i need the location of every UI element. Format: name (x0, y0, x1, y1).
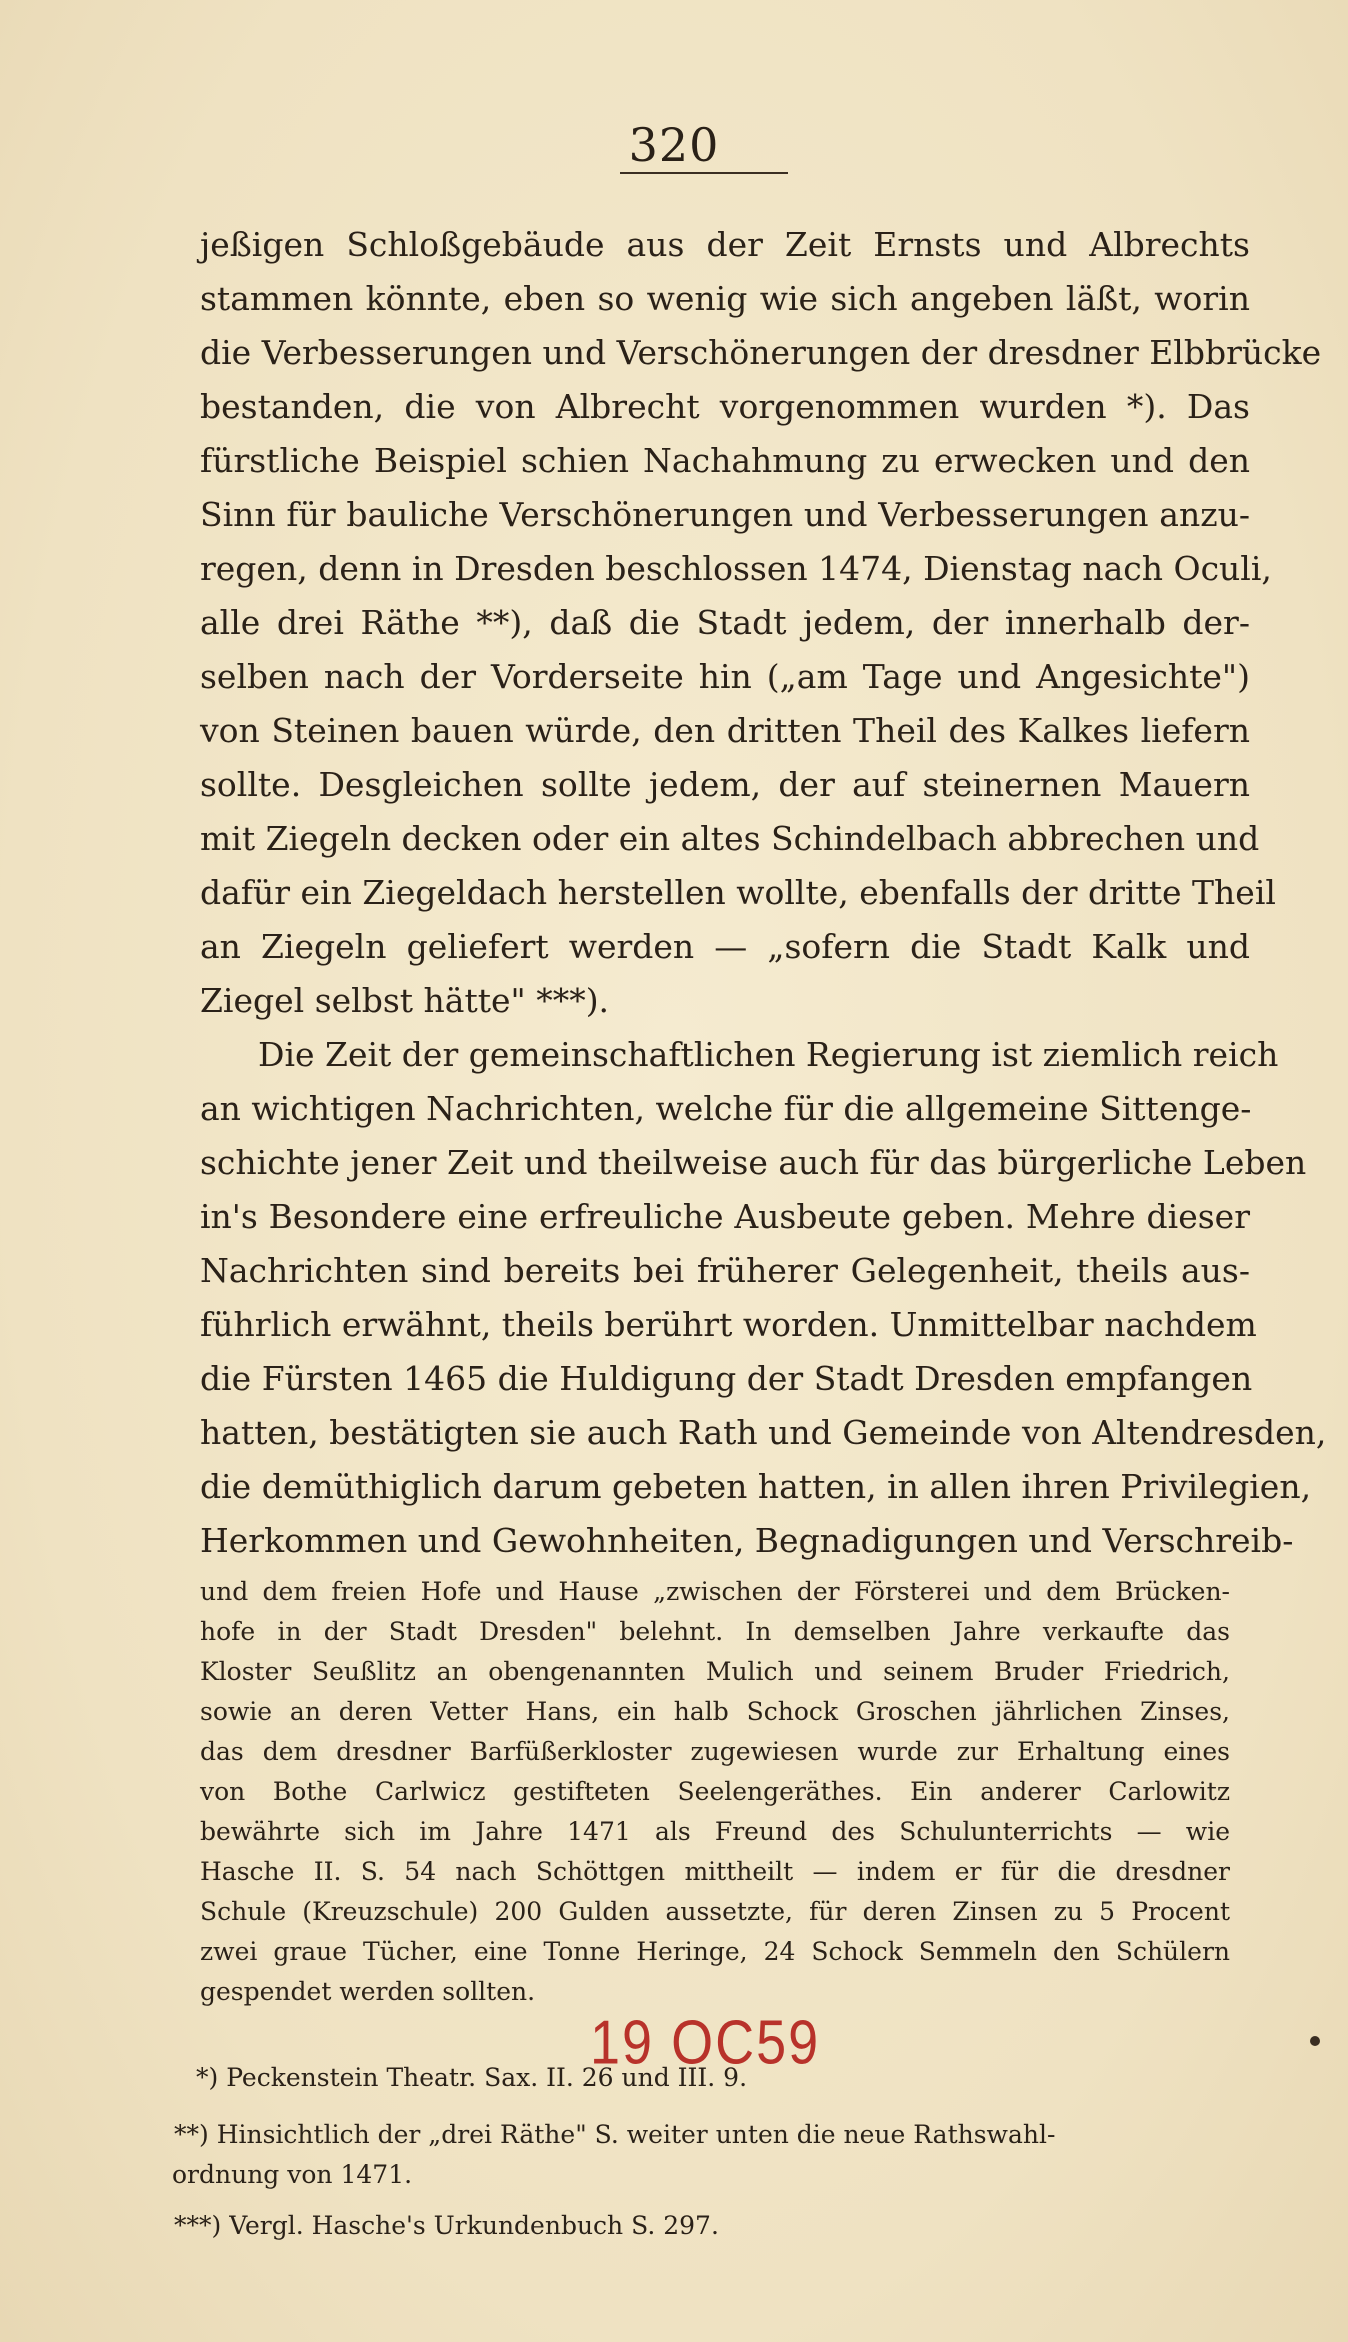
footnote-3 (174, 2206, 719, 2246)
body-line: jeßigen Schloßgebäude aus der Zeit Ernsts und Albrechts (200, 225, 1250, 264)
library-stamp: 19 OC59 (590, 2008, 821, 2078)
body-line: führlich erwähnt, theils berührt worden. Unmittelbar nachdem (200, 1305, 1257, 1344)
body-line: Herkommen und Gewohnheiten, Begnadigungen und Verschreib- (200, 1521, 1294, 1560)
body-line: in's Besondere eine erfreuliche Ausbeute geben. Mehre dieser (200, 1197, 1250, 1236)
body-line: sollte. Desgleichen sollte jedem, der auf steinernen Mauern (200, 765, 1250, 804)
body-line: fürstliche Beispiel schien Nachahmung zu erwecken und den (200, 441, 1250, 480)
body-line: an wichtigen Nachrichten, welche für die allgemeine Sittenge- (200, 1089, 1252, 1128)
body-line: schichte jener Zeit und theilweise auch für das bürgerliche Leben (200, 1143, 1307, 1182)
footnote-line: von Bothe Carlwicz gestifteten Seelengeräthes. Ein anderer Carlowitz (200, 1777, 1230, 1806)
footnote-line: das dem dresdner Barfüßerkloster zugewiesen wurde zur Erhaltung eines (200, 1737, 1230, 1766)
footnote-2 (174, 2115, 1055, 2195)
footnote-line: gespendet werden sollten. (200, 1977, 536, 2006)
footnote-line: Hasche II. S. 54 nach Schöttgen mittheilt — indem er für die dresdner (200, 1857, 1230, 1886)
footnote-line: bewährte sich im Jahre 1471 als Freund des Schulunterrichts — wie (200, 1817, 1230, 1846)
body-line: die demüthiglich darum gebeten hatten, in allen ihren Privilegien, (200, 1467, 1312, 1506)
footnote-line: Schule (Kreuzschule) 200 Gulden aussetzte, für deren Zinsen zu 5 Procent (200, 1897, 1230, 1926)
body-line: bestanden, die von Albrecht vorgenommen wurden *). Das (200, 387, 1250, 426)
body-line: an Ziegeln geliefert werden — „sofern die Stadt Kalk und (200, 927, 1250, 966)
body-line: von Steinen bauen würde, den dritten Theil des Kalkes liefern (200, 711, 1250, 750)
body-line: Ziegel selbst hätte" ***). (200, 981, 610, 1020)
body-line: mit Ziegeln decken oder ein altes Schindelbach abbrechen und (200, 819, 1260, 858)
body-line: Sinn für bauliche Verschönerungen und Verbesserungen anzu- (200, 495, 1250, 534)
footnote-1 (196, 2058, 747, 2098)
body-line: regen, denn in Dresden beschlossen 1474, Dienstag nach Oculi, (200, 549, 1272, 588)
body-line: Nachrichten sind bereits bei früherer Gelegenheit, theils aus- (200, 1251, 1250, 1290)
main-text (200, 218, 1327, 1568)
body-line: die Fürsten 1465 die Huldigung der Stadt Dresden empfangen (200, 1359, 1253, 1398)
page-number-rule (620, 172, 788, 174)
footnote-2-line-2: ordnung von 1471. (172, 2160, 413, 2189)
footnote-line: hofe in der Stadt Dresden" belehnt. In demselben Jahre verkaufte das (200, 1617, 1230, 1646)
footnote-continuation (200, 1572, 1230, 2012)
footnote-line: und dem freien Hofe und Hause „zwischen der Försterei und dem Brücken- (200, 1577, 1230, 1606)
body-line: dafür ein Ziegeldach herstellen wollte, ebenfalls der dritte Theil (200, 873, 1276, 912)
body-line: die Verbesserungen und Verschönerungen der dresdner Elbbrücke (200, 333, 1322, 372)
body-line: stammen könnte, eben so wenig wie sich angeben läßt, worin (200, 279, 1250, 318)
footnote-1-text: *) Peckenstein Theatr. Sax. II. 26 und III. 9. (196, 2063, 748, 2092)
footnote-line: Kloster Seußlitz an obengenannten Mulich und seinem Bruder Friedrich, (200, 1657, 1230, 1686)
page-number: 320 (628, 118, 720, 172)
body-line: alle drei Räthe **), daß die Stadt jedem, der innerhalb der- (200, 603, 1250, 642)
ink-dot (1310, 2036, 1320, 2046)
footnote-3-text: ***) Vergl. Hasche's Urkundenbuch S. 297. (174, 2211, 719, 2240)
body-line: selben nach der Vorderseite hin („am Tage und Angesichte") (200, 657, 1250, 696)
footnote-line: sowie an deren Vetter Hans, ein halb Schock Groschen jährlichen Zinses, (200, 1697, 1230, 1726)
footnote-2-line-1: **) Hinsichtlich der „drei Räthe" S. weiter unten die neue Rathswahl- (174, 2120, 1056, 2149)
footnote-line: zwei graue Tücher, eine Tonne Heringe, 24 Schock Semmeln den Schülern (200, 1937, 1230, 1966)
body-line: hatten, bestätigten sie auch Rath und Gemeinde von Altendresden, (200, 1413, 1327, 1452)
body-line: Die Zeit der gemeinschaftlichen Regierung ist ziemlich reich (258, 1035, 1279, 1074)
